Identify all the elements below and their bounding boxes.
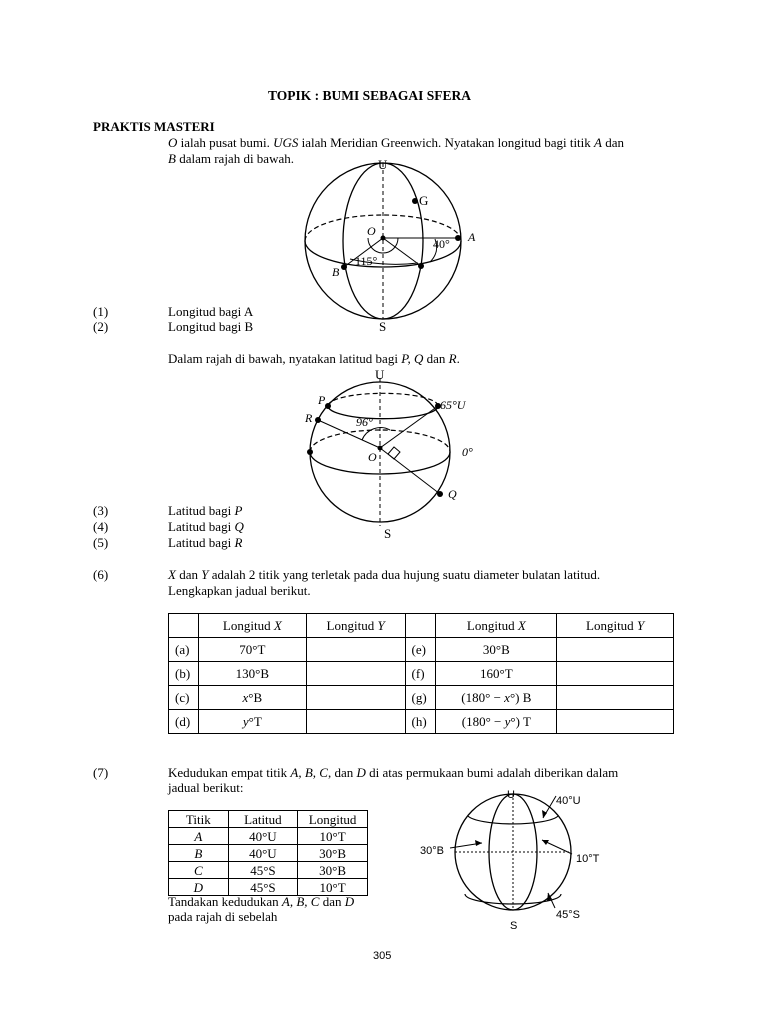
lon-30b-label: 30°B [420,845,444,857]
x-value [436,710,557,734]
q3-text [168,503,242,519]
q7-line-2: jadual berikut: [168,780,244,795]
x-value [436,686,557,710]
row-label: (h) [405,710,436,734]
intro-o: O [168,135,178,150]
q7-text-a: Kedudukan empat titik [168,765,291,780]
r-label: R [305,411,313,425]
q7-abc: A, B, C [290,765,328,780]
lon-10t-label: 10°T [576,853,600,865]
globe-figure-1 [290,155,490,335]
a-label: A [468,230,476,244]
q6-x: X [168,567,176,582]
q3-label: Latitud bagi [168,503,235,518]
table-row [169,638,674,662]
north-label: U [378,157,388,172]
table-row [169,686,674,710]
latitude: 45°S [228,862,298,879]
point-name: D [169,879,229,896]
point-b [341,264,347,270]
header-titik: Titik [169,811,229,828]
latitude: 40°U [228,845,298,862]
q4-label: Latitud bagi [168,519,235,534]
intro-line-1 [168,135,624,151]
expr: (180° − [461,713,505,729]
intro-line-2 [168,151,294,167]
header-lon-y [306,614,405,638]
point-name: B [169,845,229,862]
q7-after-line-2: pada rajah di sebelah [168,909,278,924]
q7-text-c: , dan [327,765,357,780]
lat-intro-dan: dan [423,351,449,366]
lat-intro-pq: P, Q [401,351,424,366]
header-lon-x [198,614,306,638]
south-label: S [510,920,518,932]
header-var: X [273,617,282,633]
q7-text-e: di atas permukaan bumi adalah diberikan dalam [365,765,619,780]
row-label: (e) [405,638,436,662]
lat-intro-r: R [448,351,457,366]
intro-a: A [594,135,602,150]
q6-line-1 [168,567,600,583]
intro-text-1: ialah pusat bumi. [177,135,274,150]
point-name: A [169,828,229,845]
after-text-a: Tandakan kedudukan [168,894,282,909]
q6-table [168,613,674,734]
point-g [412,198,418,204]
table-cell [169,614,199,638]
var: x [242,689,249,705]
latitude: 40°U [228,828,298,845]
table-cell [405,614,436,638]
q5-var: R [234,535,243,550]
arrowhead [542,810,547,818]
lat-65-label: 65°U [440,398,466,412]
q6-dan: dan [175,567,202,582]
row-label: (c) [169,686,199,710]
center-point [378,446,383,451]
unit: °B [248,689,263,705]
section-heading: PRAKTIS MASTERI [93,119,215,134]
q7-d: D [356,765,366,780]
var: y [504,713,511,729]
q6-line-2: Lengkapkan jadual berikut. [168,583,311,598]
latitude: 45°S [228,879,298,896]
lat-45s-label: 45°S [556,909,580,921]
point-name: C [169,862,229,879]
expr: (180° − [461,689,505,705]
row-label: (a) [169,638,199,662]
q-label: Q [448,487,457,501]
y-answer-cell[interactable] [557,710,674,734]
q7-line-1 [168,765,618,781]
header-var: Y [636,617,645,633]
intro-text-4: dalam rajah di bawah. [175,151,294,166]
after-dan: dan [319,894,345,909]
lat-intro-text: Dalam rajah di bawah, nyatakan latitud bagi [168,351,402,366]
angle-40-label: 40° [433,237,450,251]
q5-number: (5) [93,535,109,550]
q1-number: (1) [93,304,109,319]
lat-intro-dot: . [456,351,460,366]
y-answer-cell[interactable] [557,686,674,710]
globe-figure-2 [290,366,490,546]
header-var: Y [377,617,385,633]
b-label: B [332,265,340,279]
right-angle-mark [388,447,400,459]
equator-label: 0° [462,445,473,459]
intro-text-3: dan [601,135,625,150]
var: x [504,689,510,705]
header-text: Longitud [586,617,637,633]
var: y [242,713,249,729]
q2-text: Longitud bagi B [168,319,254,334]
table-row [169,845,368,862]
table-row [169,662,674,686]
arrowhead [475,840,482,846]
q6-y: Y [201,567,209,582]
x-value: 70°T [198,638,306,662]
table-row [169,710,674,734]
q6-text: adalah 2 titik yang terletak pada dua hujung suatu diameter bulatan latitud. [208,567,601,582]
lat-40u-label: 40°U [556,795,581,807]
globe-figure-3 [410,786,610,936]
q6-number: (6) [93,567,109,582]
row-label: (d) [169,710,199,734]
point-a [455,235,461,241]
y-answer-cell[interactable] [306,662,405,686]
latitude-intro [168,351,460,367]
header-longitud: Longitud [298,811,368,828]
header-latitud: Latitud [228,811,298,828]
x-value [198,686,306,710]
angle-96-label: 96° [356,415,373,429]
center-label: O [368,450,377,464]
y-answer-cell[interactable] [306,638,405,662]
table-row [169,879,368,896]
angle-115-label: 115° [355,254,378,268]
y-answer-cell[interactable] [557,638,674,662]
longitude: 30°B [298,845,368,862]
row-label: (g) [405,686,436,710]
header-var: X [517,617,526,633]
q4-var: Q [234,519,244,534]
y-answer-cell[interactable] [557,662,674,686]
after-d: D [344,894,355,909]
table-row [169,862,368,879]
header-text: Longitud [326,617,378,633]
y-answer-cell[interactable] [306,710,405,734]
q5-label: Latitud bagi [168,535,235,550]
point-q [437,491,443,497]
latitude-front [328,406,438,419]
x-value [198,710,306,734]
page-title: TOPIK : BUMI SEBAGAI SFERA [268,88,472,103]
q4-text [168,519,244,535]
unit: °T [248,713,262,729]
radius-65 [380,406,438,448]
longitude: 30°B [298,862,368,879]
header-lon-x [436,614,557,638]
row-label: (f) [405,662,436,686]
g-label: G [419,193,429,208]
q5-text [168,535,242,551]
longitude: 10°T [298,828,368,845]
center-point [381,236,386,241]
q2-number: (2) [93,319,109,334]
expr-end: °) T [510,713,531,729]
south-label: S [384,526,392,541]
intro-b: B [168,151,176,166]
point-equator [307,449,313,455]
x-value: 160°T [436,662,557,686]
point-r [315,417,321,423]
q7-table [168,810,368,896]
point-p [325,403,331,409]
intro-text-2: ialah Meridian Greenwich. Nyatakan longitud bagi titik [298,135,595,150]
intro-ugs: UGS [273,135,299,150]
q1-text: Longitud bagi A [168,304,254,319]
after-abc: A, B, C [281,894,320,909]
q3-number: (3) [93,503,109,518]
page-number: 305 [373,950,392,962]
q7-after-line-1 [168,894,354,910]
south-label: S [379,319,387,334]
q7-number: (7) [93,765,109,780]
header-text: Longitud [466,617,518,633]
center-label: O [367,224,376,238]
row-label: (b) [169,662,199,686]
longitude: 10°T [298,879,368,896]
x-value: 130°B [198,662,306,686]
q4-number: (4) [93,519,109,534]
q3-var: P [234,503,243,518]
table-header-row [169,614,674,638]
north-label: U [507,789,515,801]
p-label: P [318,393,326,407]
north-label: U [375,367,385,382]
expr-end: °) B [509,689,532,705]
point-prime [418,263,424,269]
table-row [169,828,368,845]
y-answer-cell[interactable] [306,686,405,710]
header-text: Longitud [222,617,274,633]
x-value: 30°B [436,638,557,662]
table-header-row [169,811,368,828]
header-lon-y [557,614,674,638]
